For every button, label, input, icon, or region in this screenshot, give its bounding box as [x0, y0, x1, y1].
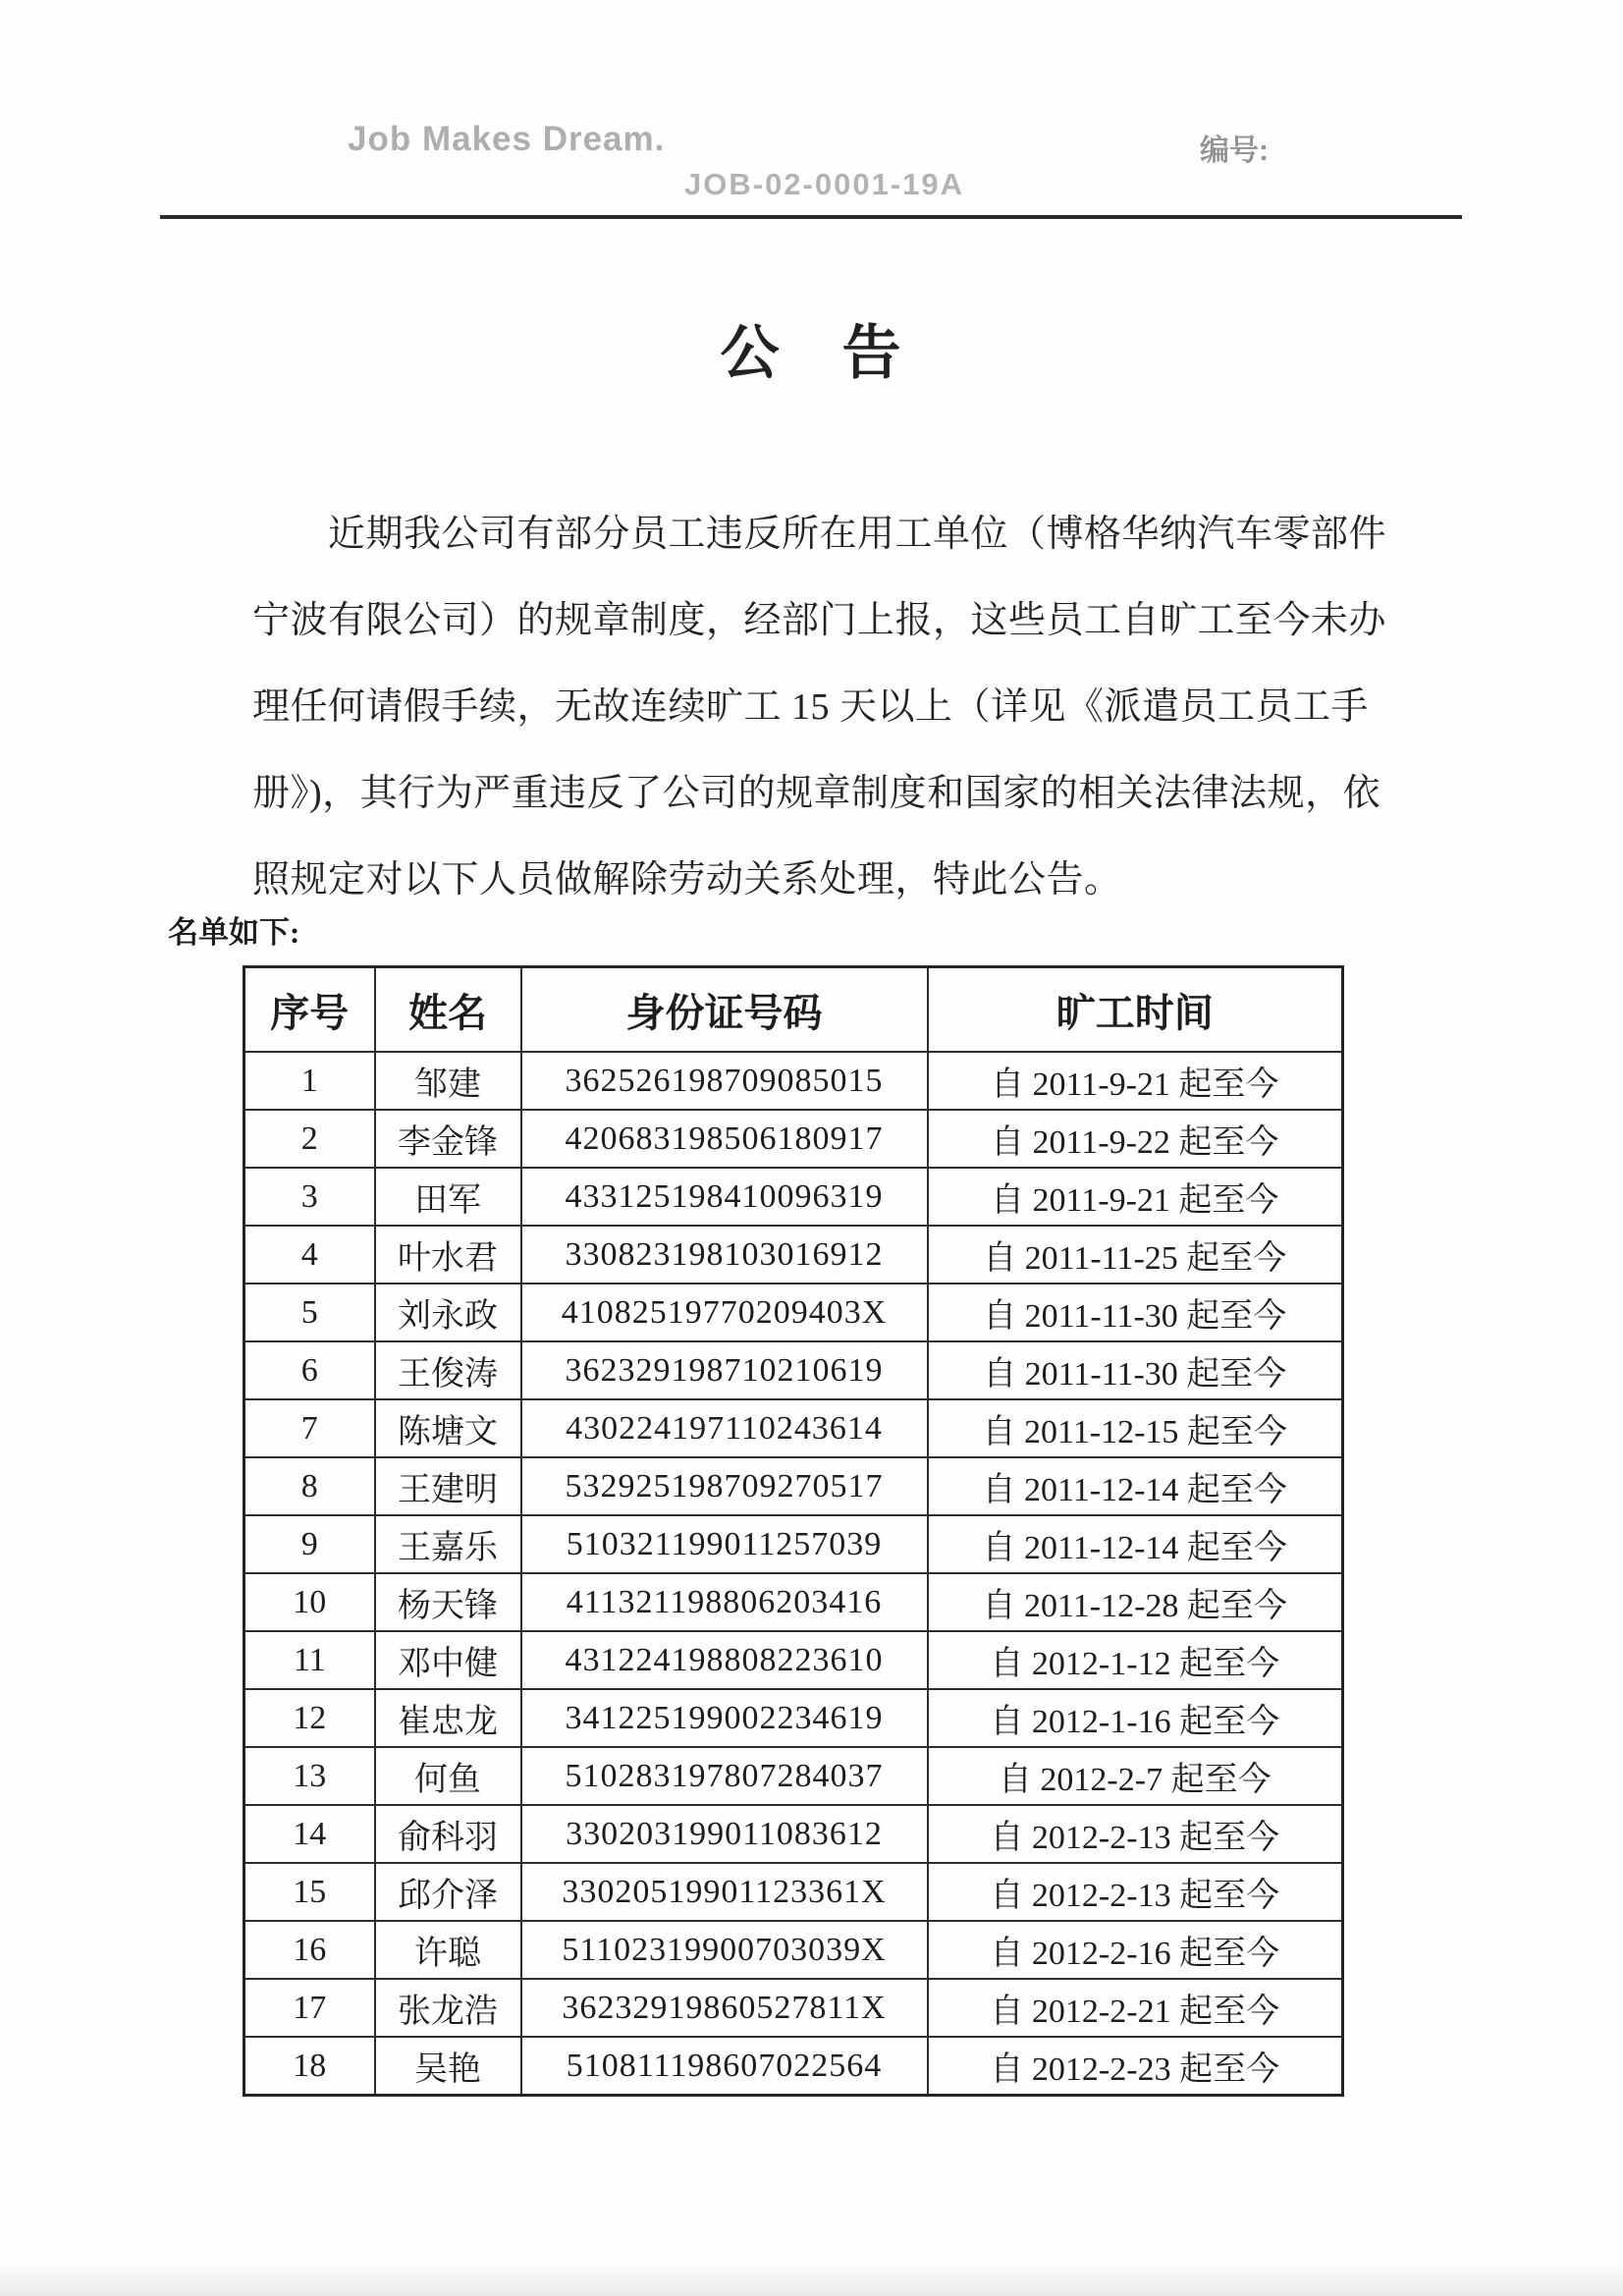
doc-number-label: 编号: [1200, 135, 1269, 167]
table-row [244, 1226, 1343, 1284]
name-cell: 陈塘文 [375, 1399, 521, 1457]
table-header-row [244, 967, 1343, 1053]
row-index-cell: 11 [244, 1631, 375, 1689]
name-cell: 何鱼 [375, 1747, 521, 1805]
id-number-cell: 362526198709085015 [521, 1052, 928, 1110]
id-number-cell: 510283197807284037 [521, 1747, 928, 1805]
table-row [244, 1689, 1343, 1747]
id-number-cell: 430224197110243614 [521, 1399, 928, 1457]
name-cell: 王建明 [375, 1457, 521, 1515]
row-index-cell: 3 [244, 1168, 375, 1226]
paragraph-line: 理任何请假手续，无故连续旷工 15 天以上（详见《派遣员工员工手 [252, 686, 1370, 728]
row-index-cell: 9 [244, 1515, 375, 1573]
table-row [244, 1747, 1343, 1805]
id-number-cell: 510811198607022564 [521, 2037, 928, 2096]
paragraph-line: 宁波有限公司）的规章制度，经部门上报，这些员工自旷工至今未办 [252, 600, 1387, 641]
absence-period-cell: 自 2011-11-30 起至今 [928, 1341, 1343, 1399]
table-row [244, 1805, 1343, 1863]
table-row [244, 1341, 1343, 1399]
row-index-cell: 12 [244, 1689, 375, 1747]
col-header-id-number: 身份证号码 [521, 967, 928, 1053]
row-index-cell: 18 [244, 2037, 375, 2096]
absence-period-cell: 自 2011-12-14 起至今 [928, 1515, 1343, 1573]
absence-period-cell: 自 2011-11-25 起至今 [928, 1226, 1343, 1284]
name-cell: 邓中健 [375, 1631, 521, 1689]
paragraph-line: 册》)，其行为严重违反了公司的规章制度和国家的相关法律法规，依 [252, 773, 1381, 814]
id-number-cell: 532925198709270517 [521, 1457, 928, 1515]
row-index-cell: 1 [244, 1052, 375, 1110]
absence-period-cell: 自 2011-12-15 起至今 [928, 1399, 1343, 1457]
scan-edge-shadow [0, 2263, 1623, 2296]
name-cell: 田军 [375, 1168, 521, 1226]
absence-period-cell: 自 2011-12-14 起至今 [928, 1457, 1343, 1515]
row-index-cell: 13 [244, 1747, 375, 1805]
name-cell: 王嘉乐 [375, 1515, 521, 1573]
absence-period-cell: 自 2012-1-12 起至今 [928, 1631, 1343, 1689]
name-cell: 王俊涛 [375, 1341, 521, 1399]
row-index-cell: 16 [244, 1921, 375, 1979]
table-row [244, 1457, 1343, 1515]
row-index-cell: 5 [244, 1284, 375, 1341]
table-row [244, 1284, 1343, 1341]
absence-period-cell: 自 2012-2-16 起至今 [928, 1921, 1343, 1979]
id-number-cell: 411321198806203416 [521, 1573, 928, 1631]
id-number-cell: 33020519901123361X [521, 1863, 928, 1921]
announcement-paragraph [252, 491, 1387, 923]
id-number-cell: 330203199011083612 [521, 1805, 928, 1863]
id-number-cell: 36232919860527811X [521, 1979, 928, 2037]
name-cell: 吴艳 [375, 2037, 521, 2096]
table-row [244, 1573, 1343, 1631]
name-cell: 俞科羽 [375, 1805, 521, 1863]
absence-period-cell: 自 2011-11-30 起至今 [928, 1284, 1343, 1341]
row-index-cell: 14 [244, 1805, 375, 1863]
doc-code: JOB-02-0001-19A [684, 167, 965, 201]
page-title: 公 告 [720, 321, 903, 386]
absence-period-cell: 自 2012-2-13 起至今 [928, 1863, 1343, 1921]
list-label: 名单如下: [168, 915, 300, 950]
col-header-absence-period: 旷工时间 [928, 967, 1343, 1053]
name-cell: 杨天锋 [375, 1573, 521, 1631]
header-divider [160, 215, 1462, 219]
absence-period-cell: 自 2011-12-28 起至今 [928, 1573, 1343, 1631]
col-header-index: 序号 [244, 967, 375, 1053]
name-cell: 刘永政 [375, 1284, 521, 1341]
absence-period-cell: 自 2012-2-7 起至今 [928, 1747, 1343, 1805]
id-number-cell: 330823198103016912 [521, 1226, 928, 1284]
paragraph-line: 近期我公司有部分员工违反所在用工单位（博格华纳汽车零部件 [328, 514, 1387, 555]
table-row [244, 1863, 1343, 1921]
company-logo-text: Job Makes Dream. [348, 120, 666, 158]
id-number-cell: 341225199002234619 [521, 1689, 928, 1747]
table-row [244, 1052, 1343, 1110]
absence-period-cell: 自 2011-9-21 起至今 [928, 1168, 1343, 1226]
row-index-cell: 17 [244, 1979, 375, 2037]
row-index-cell: 15 [244, 1863, 375, 1921]
row-index-cell: 10 [244, 1573, 375, 1631]
row-index-cell: 6 [244, 1341, 375, 1399]
row-index-cell: 7 [244, 1399, 375, 1457]
id-number-cell: 362329198710210619 [521, 1341, 928, 1399]
id-number-cell: 431224198808223610 [521, 1631, 928, 1689]
name-cell: 叶水君 [375, 1226, 521, 1284]
table-row [244, 1110, 1343, 1168]
paragraph-line: 照规定对以下人员做解除劳动关系处理，特此公告。 [252, 859, 1122, 901]
absence-period-cell: 自 2011-9-22 起至今 [928, 1110, 1343, 1168]
table-row [244, 1168, 1343, 1226]
table-row [244, 1399, 1343, 1457]
name-cell: 李金锋 [375, 1110, 521, 1168]
table-body [244, 1052, 1343, 2096]
absence-period-cell: 自 2012-2-21 起至今 [928, 1979, 1343, 2037]
name-cell: 崔忠龙 [375, 1689, 521, 1747]
col-header-name: 姓名 [375, 967, 521, 1053]
absentee-table [243, 965, 1344, 2097]
table-row [244, 1631, 1343, 1689]
name-cell: 邹建 [375, 1052, 521, 1110]
name-cell: 邱介泽 [375, 1863, 521, 1921]
row-index-cell: 4 [244, 1226, 375, 1284]
table-row [244, 1979, 1343, 2037]
id-number-cell: 433125198410096319 [521, 1168, 928, 1226]
absence-period-cell: 自 2011-9-21 起至今 [928, 1052, 1343, 1110]
table-row [244, 1515, 1343, 1573]
absence-period-cell: 自 2012-1-16 起至今 [928, 1689, 1343, 1747]
id-number-cell: 420683198506180917 [521, 1110, 928, 1168]
row-index-cell: 8 [244, 1457, 375, 1515]
name-cell: 许聪 [375, 1921, 521, 1979]
absence-period-cell: 自 2012-2-23 起至今 [928, 2037, 1343, 2096]
id-number-cell: 41082519770209403X [521, 1284, 928, 1341]
id-number-cell: 510321199011257039 [521, 1515, 928, 1573]
absence-period-cell: 自 2012-2-13 起至今 [928, 1805, 1343, 1863]
id-number-cell: 51102319900703039X [521, 1921, 928, 1979]
row-index-cell: 2 [244, 1110, 375, 1168]
table-row [244, 2037, 1343, 2096]
name-cell: 张龙浩 [375, 1979, 521, 2037]
table-row [244, 1921, 1343, 1979]
